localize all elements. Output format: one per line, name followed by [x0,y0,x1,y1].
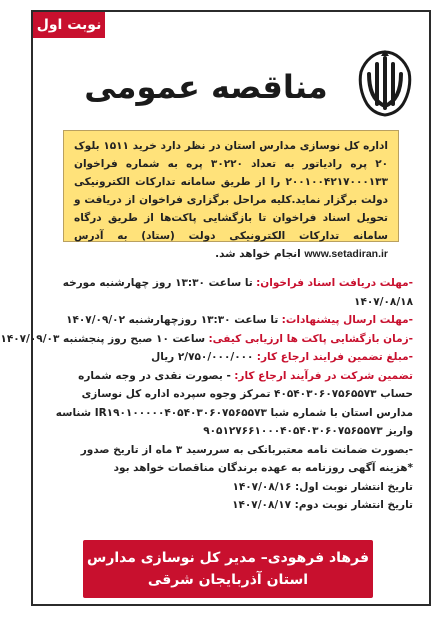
first-round-badge: نوبت اول [33,12,105,38]
detail-row-guarantee-amount: -مبلغ تضمین فرایند ارجاع کار: ۲/۷۵۰/۰۰۰/۰۰۰ ریال [151,351,413,363]
signature-line-1: فرهاد فرهودی– مدیر کل نوسازی مدارس [87,550,370,566]
website-link[interactable]: www.setadiran.ir [304,248,388,260]
detail-row-doc-deadline: -مهلت دریافت اسناد فراخوان: تا ساعت ۱۳:۳۰ روز چهارشنبه مورخه ۱۴۰۷/۰۸/۱۸ [62,277,413,308]
iran-emblem-icon [353,48,417,118]
tender-notice [0,10,431,606]
detail-row-submit-deadline: -مهلت ارسال پیشنهادات: تا ساعت ۱۳:۳۰ روزچهارشنبه ۱۴۰۷/۰۹/۰۲ [66,314,413,326]
page-title: مناقصه عمومی [84,68,328,106]
detail-row-guarantee-method: تضمین شرکت در فرآیند ارجاع کار: - بصورت نقدی در وجه شماره حساب ۴۰۵۴۰۳۰۶۰۷۵۶۵۵۷۳ تمرکز وجوه سپرده اداره کل نوسازی مدارس استان با شماره شبا IR۱۹۰۱۰۰۰۰۰۴۰۵۴۰۳۰۶۰۷۵۶۵۵۷۳ شناسه واریز ۹۰۵۱۲۷۶۶۱۰۰۰۴۰۵۴۰۳۰۶۰۷۵۶۵۵۷۳ [55,369,413,437]
signature-block [83,540,373,598]
intro-tail: انجام خواهد شد. [215,248,301,260]
publish-date-second: تاریخ انتشار نوبت دوم: ۱۴۰۷/۰۸/۱۷ [232,499,413,511]
guarantee-note: -بصورت ضمانت نامه معتبربانکی به سررسید ۳ ماه از تاریخ صدور *هزینه آگهی روزنامه به عهده برندگان مناقصات خواهد بود [80,443,413,474]
signature-line-2: استان آذربایجان شرقی [147,572,309,588]
intro-text: اداره کل نوسازی مدارس استان در نظر دارد خرید ۱۵۱۱ بلوک ۲۰ پره رادیاتور به تعداد ۳۰۲۲۰ پره به شماره فراخوان ۲۰۰۱۰۰۴۲۱۷۰۰۰۱۳۳ را از طریق سامانه تدارکات الکترونیکی دولت برگزار نماید.کلیه مراحل برگزاری فراخوان از دریافت و تحویل اسناد فراخوان تا بازگشایی پاکت‌ها از طریق درگاه سامانه تدارکات الکترونیکی دولت (ستاد) به آدرس [74,140,389,242]
publish-date-first: تاریخ انتشار نوبت اول: ۱۴۰۷/۰۸/۱۶ [232,480,413,493]
detail-row-opening-time: -زمان بازگشایی پاکت ها ارزیابی کیفی: ساعت ۱۰ صبح روز پنجشنبه ۱۴۰۷/۰۹/۰۳ [0,332,413,345]
details-list [0,274,413,515]
intro-box [63,130,399,260]
